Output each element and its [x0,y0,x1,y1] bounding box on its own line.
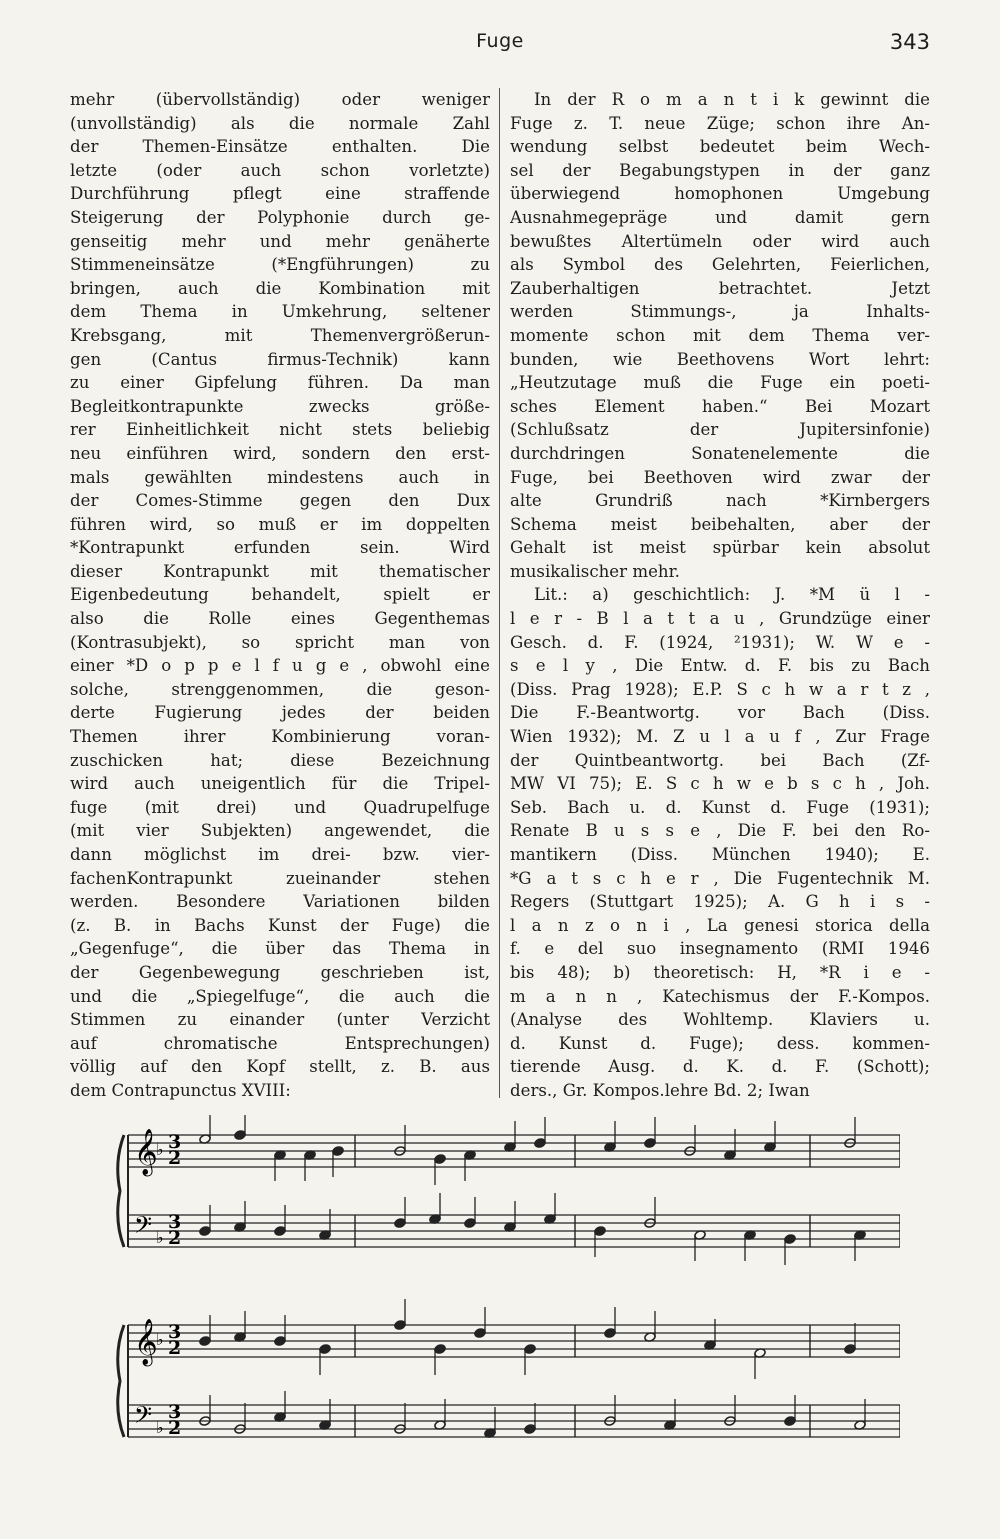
bass-clef-icon: 𝄢 [134,1401,153,1434]
text-line: f. e del suo insegnamento (RMI 1946 [510,939,930,959]
text-line: Renate B u s s e , Die F. bei den Ro- [510,821,930,841]
text-line: (unvollständig) als die normale Zahl [70,113,490,133]
column-divider [499,88,500,1098]
text-line: dieser Kontrapunkt mit thematischer [70,561,490,581]
flat-icon: ♭ [156,1330,164,1349]
text-line: Ausnahmegepräge und damit gern [510,207,930,227]
text-line: wendung selbst bedeutet beim Wech- [510,137,930,157]
text-line: tierende Ausg. d. K. d. F. (Schott); [510,1057,930,1077]
text-line: werden Stimmungs-, ja Inhalts- [510,302,930,322]
text-line: Seb. Bach u. d. Kunst d. Fuge (1931); [510,797,930,817]
text-line: *G a t s c h e r , Die Fugentechnik M. [510,868,930,888]
text-line: der Gegenbewegung geschrieben ist, [70,962,490,982]
note-head [234,1130,246,1141]
text-line: momente schon mit dem Thema ver- [510,325,930,345]
text-line: solche, strenggenommen, die geson- [70,679,490,699]
treble-clef-icon: 𝄞 [134,1129,158,1175]
text-line: mals gewählten mindestens auch in [70,467,490,487]
note-head [274,1226,286,1237]
note-head [644,1138,656,1149]
text-line: Gehalt ist meist spürbar kein absolut [510,538,930,558]
text-line: der Themen-Einsätze enthalten. Die [70,137,490,157]
text-line: wird auch uneigentlich für die Tripel- [70,774,490,794]
text-line: sel der Begabungstypen in der ganz [510,160,930,180]
text-line: l e r - B l a t t a u , Grundzüge einer [510,609,930,629]
music-example [110,1115,900,1465]
text-line: Regers (Stuttgart 1925); A. G h i s - [510,892,930,912]
text-line: führen wird, so muß er im doppelten [70,514,490,534]
text-line: Steigerung der Polyphonie durch ge- [70,207,490,227]
text-line: rer Einheitlichkeit nicht stets beliebig [70,420,490,440]
text-line: d. Kunst d. Fuge); dess. kommen- [510,1033,930,1053]
text-line: Eigenbedeutung behandelt, spielt er [70,585,490,605]
text-line: auf chromatische Entsprechungen) [70,1033,490,1053]
text-line: neu einführen wird, sondern den erst- [70,443,490,463]
text-line: Stimmen zu einander (unter Verzicht [70,1010,490,1030]
text-line: der Quintbeantwortg. bei Bach (Zf- [510,750,930,770]
text-line: Begleitkontrapunkte zwecks größe- [70,396,490,416]
text-line: durchdringen Sonatenelemente die [510,443,930,463]
text-line: (z. B. in Bachs Kunst der Fuge) die [70,915,490,935]
text-line: genseitig mehr und mehr genäherte [70,231,490,251]
note-head [394,1320,406,1331]
text-line: zu einer Gipfelung führen. Da man [70,373,490,393]
music-notes [199,1115,866,1438]
text-line: derte Fugierung jedes der beiden [70,703,490,723]
time-sig-top-2: 3 [168,1211,182,1233]
page-number: 343 [889,30,930,54]
text-line: bewußtes Altertümeln oder wird auch [510,231,930,251]
flat-icon: ♭ [156,1418,164,1437]
text-line: (Kontrasubjekt), so spricht man von [70,632,490,652]
treble-clef-icon: 𝄞 [134,1319,158,1365]
system-brace [118,1135,124,1247]
text-line: Durchführung pflegt eine straffende [70,184,490,204]
text-line: Themen ihrer Kombinierung voran- [70,727,490,747]
note-head [604,1328,616,1339]
page-header [70,30,930,60]
music-staves [118,1129,900,1437]
text-line: Fuge, bei Beethoven wird zwar der [510,467,930,487]
time-sig-bottom-1: 2 [168,1147,182,1169]
text-line: s e l y , Die Entw. d. F. bis zu Bach [510,656,930,676]
time-sig-bottom-2: 2 [168,1227,182,1249]
note-head [784,1234,796,1245]
text-line: völlig auf den Kopf stellt, z. B. aus [70,1057,490,1077]
text-columns [70,88,930,1103]
running-title: Fuge [476,30,524,52]
text-line: Gesch. d. F. (1924, ²1931); W. W e - [510,632,930,652]
time-sig-top-3: 3 [168,1321,182,1343]
note-head [199,1336,211,1347]
text-line: Die F.-Beantwortg. vor Bach (Diss. [510,703,930,723]
note-head [784,1416,796,1427]
note-head [274,1336,286,1347]
text-line: (Analyse des Wohltemp. Klaviers u. [510,1010,930,1030]
text-line: fuge (mit drei) und Quadrupelfuge [70,797,490,817]
text-line: werden. Besondere Variationen bilden [70,892,490,912]
text-line: (mit vier Subjekten) angewendet, die [70,821,490,841]
text-line: musikalischer mehr. [510,561,680,581]
text-line: dem Contrapunctus XVIII: [70,1080,291,1100]
text-line: Krebsgang, mit Themenvergrößerun- [70,325,490,345]
text-line: Fuge z. T. neue Züge; schon ihre An- [510,113,930,133]
text-line: dann möglichst im drei- bzw. vier- [70,845,490,864]
text-line: „Heutzutage muß die Fuge ein poeti- [510,373,930,393]
text-line: ders., Gr. Kompos.lehre Bd. 2; Iwan [510,1080,810,1100]
bass-clef-icon: 𝄢 [134,1211,153,1244]
text-line: (Schlußsatz der Jupitersinfonie) [510,420,930,440]
note-head [319,1344,331,1355]
text-line: überwiegend homophonen Umgebung [510,184,930,204]
text-line: Zauberhaltigen betrachtet. Jetzt [510,278,930,298]
note-head [434,1154,446,1165]
text-line: dem Thema in Umkehrung, seltener [70,302,490,322]
text-line: sches Element haben.“ Bei Mozart [510,396,930,416]
text-line: bringen, auch die Kombination mit [70,278,490,298]
note-head [594,1226,606,1237]
system-brace [118,1325,124,1437]
text-line: und die „Spiegelfuge“, die auch die [70,986,490,1006]
time-sig-bottom-3: 2 [168,1337,182,1359]
text-line: Wien 1932); M. Z u l a u f , Zur Frage [510,727,930,747]
note-head [534,1138,546,1149]
text-line: zuschicken hat; diese Bezeichnung [70,750,490,770]
text-line: der Comes-Stimme gegen den Dux [70,491,490,511]
note-head [394,1218,406,1229]
text-line: einer *D o p p e l f u g e , obwohl eine [70,656,490,676]
text-line: m a n n , Katechismus der F.-Kompos. [510,986,930,1006]
text-line: alte Grundriß nach *Kirnbergers [510,491,930,511]
text-line: „Gegenfuge“, die über das Thema in [70,939,490,959]
text-line: In der R o m a n t i k gewinnt die [534,90,930,109]
text-line: l a n z o n i , La genesi storica della [510,915,930,935]
text-line: also die Rolle eines Gegenthemas [70,609,490,629]
text-line: *Kontrapunkt erfunden sein. Wird [70,538,490,558]
note-head [524,1424,536,1435]
flat-icon: ♭ [156,1140,164,1159]
text-line: MW VI 75); E. S c h w e b s c h , Joh. [510,774,930,794]
time-sig-top-4: 3 [168,1401,182,1423]
note-head [524,1344,536,1355]
text-line: bis 48); b) theoretisch: H, *R i e - [510,962,930,982]
text-line: Schema meist beibehalten, aber der [510,514,930,534]
text-line: mantikern (Diss. München 1940); E. [510,845,930,864]
time-sig-top-1: 3 [168,1131,182,1153]
flat-icon: ♭ [156,1228,164,1247]
note-head [199,1226,211,1237]
note-head [434,1344,446,1355]
note-head [464,1218,476,1229]
text-line: (Diss. Prag 1928); E.P. S c h w a r t z , [510,679,930,699]
text-line: gen (Cantus firmus-Technik) kann [70,349,490,369]
right-column [510,88,930,1103]
text-line: als Symbol des Gelehrten, Feierlichen, [510,255,930,275]
left-column [70,88,490,1103]
text-line: Lit.: a) geschichtlich: J. *M ü l - [534,585,930,605]
text-line: Stimmeneinsätze (*Engführungen) zu [70,255,490,275]
text-line: bunden, wie Beethovens Wort lehrt: [510,349,930,369]
text-line: letzte (oder auch schon vorletzte) [70,160,490,180]
note-head [844,1344,856,1355]
text-line: fachenKontrapunkt zueinander stehen [70,868,490,888]
note-head [332,1146,344,1157]
note-head [474,1328,486,1339]
text-line: mehr (übervollständig) oder weniger [70,90,490,109]
time-sig-bottom-4: 2 [168,1417,182,1439]
